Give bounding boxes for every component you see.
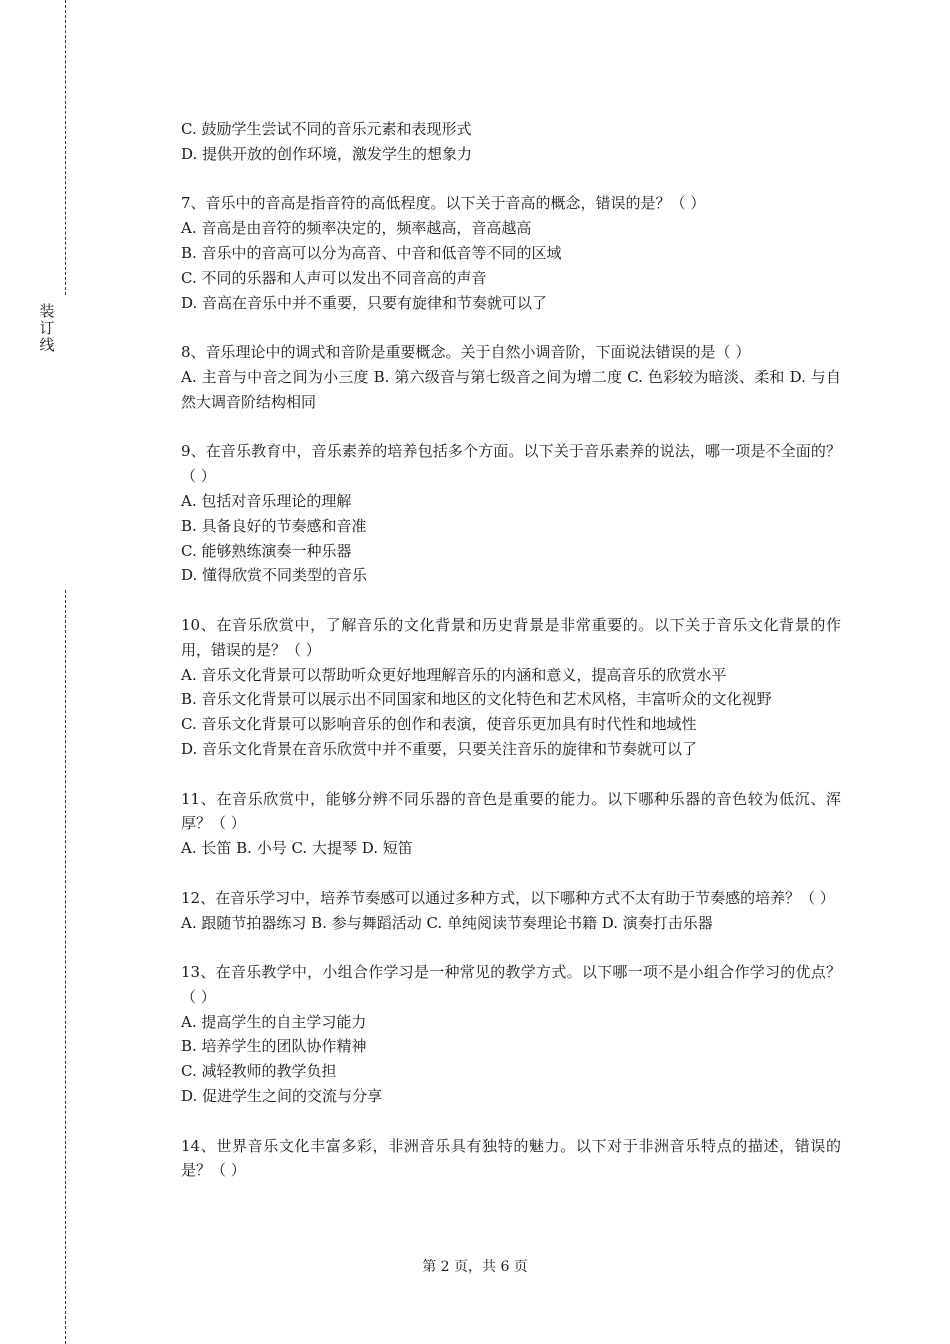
option-c: C. 鼓励学生尝试不同的音乐元素和表现形式 [181, 120, 472, 138]
option-d: D. 音乐文化背景在音乐欣赏中并不重要，只要关注音乐的旋律和节奏就可以了 [181, 739, 698, 758]
option-d: D. 促进学生之间的交流与分享 [181, 1087, 383, 1106]
binding-label-char: 装 [39, 302, 55, 320]
question-stem: 13、在音乐教学中，小组合作学习是一种常见的教学方式。以下哪一项不是小组合作学习的优点？（ ） [181, 963, 841, 1006]
question-13 [181, 960, 841, 1109]
binding-label-char: 订 [39, 319, 55, 337]
question-10 [181, 613, 841, 762]
option-c: C. 能够熟练演奏一种乐器 [181, 541, 352, 560]
question-stem: 14、世界音乐文化丰富多彩，非洲音乐具有独特的魅力。以下对于非洲音乐特点的描述，错误的是？（ ） [181, 1136, 841, 1180]
option-b: B. 培养学生的团队协作精神 [181, 1037, 367, 1056]
question-7 [181, 191, 841, 315]
inline-options: A. 长笛 B. 小号 C. 大提琴 D. 短笛 [181, 839, 413, 858]
binding-label-char: 线 [39, 336, 55, 354]
option-a: A. 包括对音乐理论的理解 [181, 491, 352, 510]
question-11 [181, 787, 841, 861]
option-c: C. 音乐文化背景可以影响音乐的创作和表演，使音乐更加具有时代性和地域性 [181, 715, 697, 734]
option-a: A. 音乐文化背景可以帮助听众更好地理解音乐的内涵和意义，提高音乐的欣赏水平 [181, 665, 727, 684]
question-stem: 8、音乐理论中的调式和音阶是重要概念。关于自然小调音阶，下面说法错误的是（ ） [181, 343, 751, 362]
question-14 [181, 1134, 841, 1184]
question-9 [181, 439, 841, 588]
page-number-footer: 第 2 页，共 6 页 [422, 1259, 528, 1275]
question-stem: 7、音乐中的音高是指音符的高低程度。以下关于音高的概念，错误的是？（ ） [181, 194, 706, 213]
option-c: C. 减轻教师的教学负担 [181, 1062, 337, 1081]
binding-dashed-line-top [65, 0, 66, 295]
option-a: A. 音高是由音符的频率决定的，频率越高，音高越高 [181, 219, 532, 238]
binding-label [37, 303, 57, 354]
option-d: D. 懂得欣赏不同类型的音乐 [181, 566, 368, 585]
option-b: B. 音乐中的音高可以分为高音、中音和低音等不同的区域 [181, 243, 562, 262]
binding-dashed-line-bottom [65, 590, 66, 1344]
question-8 [181, 340, 841, 414]
question-content [181, 117, 841, 1183]
question-stem: 9、在音乐教育中，音乐素养的培养包括多个方面。以下关于音乐素养的说法，哪一项是不全面的？（ ） [181, 442, 841, 486]
option-b: B. 具备良好的节奏感和音准 [181, 516, 367, 535]
question-12 [181, 886, 841, 936]
question-stem: 11、在音乐欣赏中，能够分辨不同乐器的音色是重要的能力。以下哪种乐器的音色较为低沉、浑厚？（ ） [181, 789, 841, 833]
option-a: A. 提高学生的自主学习能力 [181, 1012, 367, 1031]
option-d: D. 提供开放的创作环境，激发学生的想象力 [181, 144, 473, 163]
inline-options: A. 主音与中音之间为小三度 B. 第六级音与第七级音之间为增二度 C. 色彩较为暗淡、柔和 D. 与自然大调音阶结构相同 [181, 367, 841, 411]
option-c: C. 不同的乐器和人声可以发出不同音高的声音 [181, 268, 487, 287]
option-b: B. 音乐文化背景可以展示出不同国家和地区的文化特色和艺术风格，丰富听众的文化视野 [181, 690, 772, 709]
option-d: D. 音高在音乐中并不重要，只要有旋律和节奏就可以了 [181, 293, 548, 312]
carryover-options [181, 117, 841, 167]
inline-options: A. 跟随节拍器练习 B. 参与舞蹈活动 C. 单纯阅读节奏理论书籍 D. 演奏打击乐器 [181, 913, 713, 932]
question-stem: 12、在音乐学习中，培养节奏感可以通过多种方式，以下哪种方式不太有助于节奏感的培养？（ ） [181, 888, 835, 907]
question-stem: 10、在音乐欣赏中，了解音乐的文化背景和历史背景是非常重要的。以下关于音乐文化背景的作用，错误的是？（ ） [181, 615, 841, 659]
